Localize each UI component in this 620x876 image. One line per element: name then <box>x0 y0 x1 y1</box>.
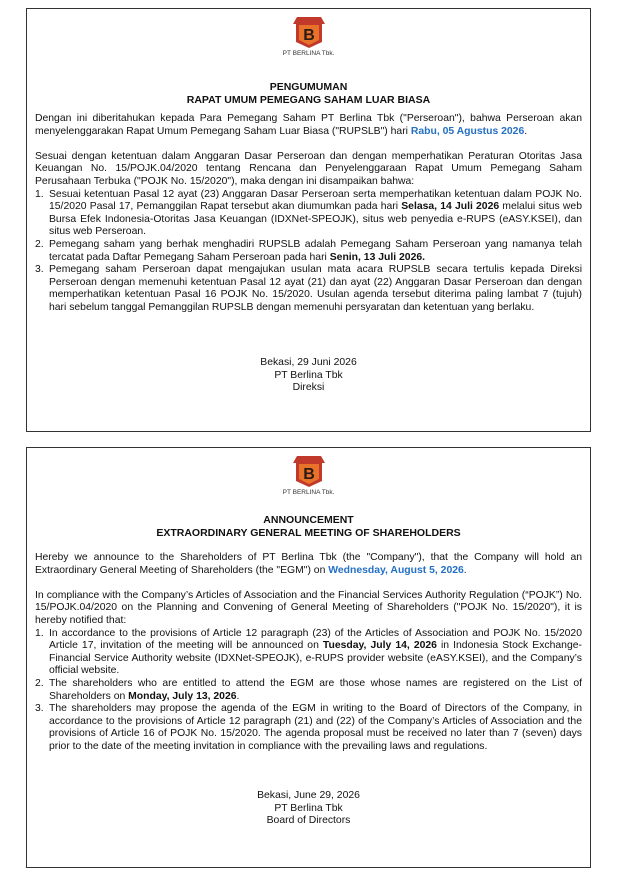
signature-block <box>27 357 590 395</box>
notice-list <box>35 189 582 315</box>
meeting-date: Wednesday, August 5, 2026 <box>328 564 464 576</box>
berlina-logo-icon <box>291 15 327 49</box>
list-item: 2. Pemegang saham yang berhak menghadiri RUPSLB adalah Pemegang Saham Perseroan yang namanya telah tercatat pada Daftar Pemegang Saham Perseroan pada hari Senin, 13 Juli 2026. <box>35 238 582 263</box>
notice-list <box>35 628 582 754</box>
announcement-subtitle: RAPAT UMUM PEMEGANG SAHAM LUAR BIASA <box>186 94 431 106</box>
list-item: 1. Sesuai ketentuan Pasal 12 ayat (23) Anggaran Dasar Perseroan serta memperhatikan ketentuan dalam POJK No. 15/2020 Pasal 17, Pemanggilan Rapat tersebut akan diumumkan pada hari Selasa, 14 Juli 2026 melalui situs web Bursa Efek Indonesia-Otoritas Jasa Keuangan (IDXNet-SPEOJK), situs web penyedia e-RUPS (eASY.KSEI), dan situs web Perseroan. <box>35 188 582 238</box>
list-item: 1. In accordance to the provisions of Article 12 paragraph (23) of the Articles of Association and POJK No. 15/2020 Article 17, invitation of the meeting will be announced on Tuesday, July 14, 2026 in Indonesia Stock Exchange-Financial Service Authority website (IDXNet-SPEOJK), e-RUPS provider website (eASY.KSEI), and the Company’s official website. <box>35 627 582 677</box>
announcement-title: ANNOUNCEMENT <box>263 514 354 526</box>
meeting-date: Rabu, 05 Agustus 2026 <box>410 125 525 137</box>
intro-paragraph: Dengan ini diberitahukan kepada Para Pemegang Saham PT Berlina Tbk ("Perseroan"), bahwa Perseroan akan menyelenggarakan Rapat Umum Pemegang Saham Luar Biasa ("RUPSLB") hari Rabu, 05 Agustus 2026. <box>35 113 582 137</box>
sign-company: PT Berlina Tbk <box>274 369 343 381</box>
announcement-panel-indonesian <box>26 8 591 432</box>
sign-board: Direksi <box>292 382 325 394</box>
company-logo <box>279 15 339 57</box>
list-item: 3. Pemegang saham Perseroan dapat mengajukan usulan mata acara RUPSLB secara tertulis kepada Direksi Perseroan dengan memenuhi ketentuan Pasal 12 ayat (21) dan ayat (22) Anggaran Dasar Perseroan dan dengan memperhatikan ketentuan Pasal 16 POJK No. 15/2020. Usulan agenda tersebut diterima paling lambat 7 (tujuh) hari sebelum tanggal Pemanggilan RUPSLB dengan memenuhi persyaratan dan ketentuan yang berlaku. <box>35 264 582 313</box>
logo-company-name: PT BERLINA Tbk. <box>282 50 335 57</box>
sign-place-date: Bekasi, 29 Juni 2026 <box>260 357 357 368</box>
sign-place-date: Bekasi, June 29, 2026 <box>257 790 360 801</box>
svg-text:B: B <box>302 27 315 44</box>
sign-board: Board of Directors <box>266 815 351 827</box>
berlina-logo-icon <box>291 454 327 488</box>
announcement-body <box>35 113 582 315</box>
signature-block <box>27 790 590 828</box>
sign-company: PT Berlina Tbk <box>274 802 343 814</box>
announcement-subtitle: EXTRAORDINARY GENERAL MEETING OF SHAREHOLDERS <box>156 527 461 539</box>
context-paragraph: In compliance with the Company’s Articles of Association and the Financial Services Authority Regulation (“POJK”) No. 15/POJK.04/2020 on the Planning and Convening of General Meeting of Shareholders ("POJK No. 15/2020"), it is hereby notified that: <box>35 589 582 626</box>
intro-paragraph: Hereby we announce to the Shareholders of PT Berlina Tbk (the "Company"), that the Company will hold an Extraordinary General Meeting of Shareholders (the "EGM") on Wednesday, August 5, 2026. <box>35 552 582 576</box>
announcement-body <box>35 552 582 754</box>
company-logo <box>279 454 339 496</box>
svg-text:B: B <box>302 466 315 483</box>
announcement-panel-english <box>26 447 591 868</box>
list-item: 3. The shareholders may propose the agenda of the EGM in writing to the Board of Directors of the Company, in accordance to the provisions of Article 12 paragraph (21) and (22) of the Company’s Articles of Association and the provisions of Article 16 of POJK No. 15/2020. The agenda proposal must be received no later than 7 (seven) days prior to the date of the meeting invitation in compliance with the prevailing laws and regulations. <box>35 703 582 752</box>
list-item: 2. The shareholders who are entitled to attend the EGM are those whose names are registered on the List of Shareholders on Monday, July 13, 2026. <box>35 677 582 702</box>
logo-company-name: PT BERLINA Tbk. <box>282 489 335 496</box>
context-paragraph: Sesuai dengan ketentuan dalam Anggaran Dasar Perseroan dan dengan memperhatikan Peraturan Otoritas Jasa Keuangan No. 15/POJK.04/2020 tentang Rencana dan Penyelenggaraan Rapat Umum Pemegang Saham Perusahaan Terbuka ("POJK No. 15/2020"), maka dengan ini disampaikan bahwa: <box>35 150 582 187</box>
announcement-title: PENGUMUMAN <box>269 81 348 93</box>
